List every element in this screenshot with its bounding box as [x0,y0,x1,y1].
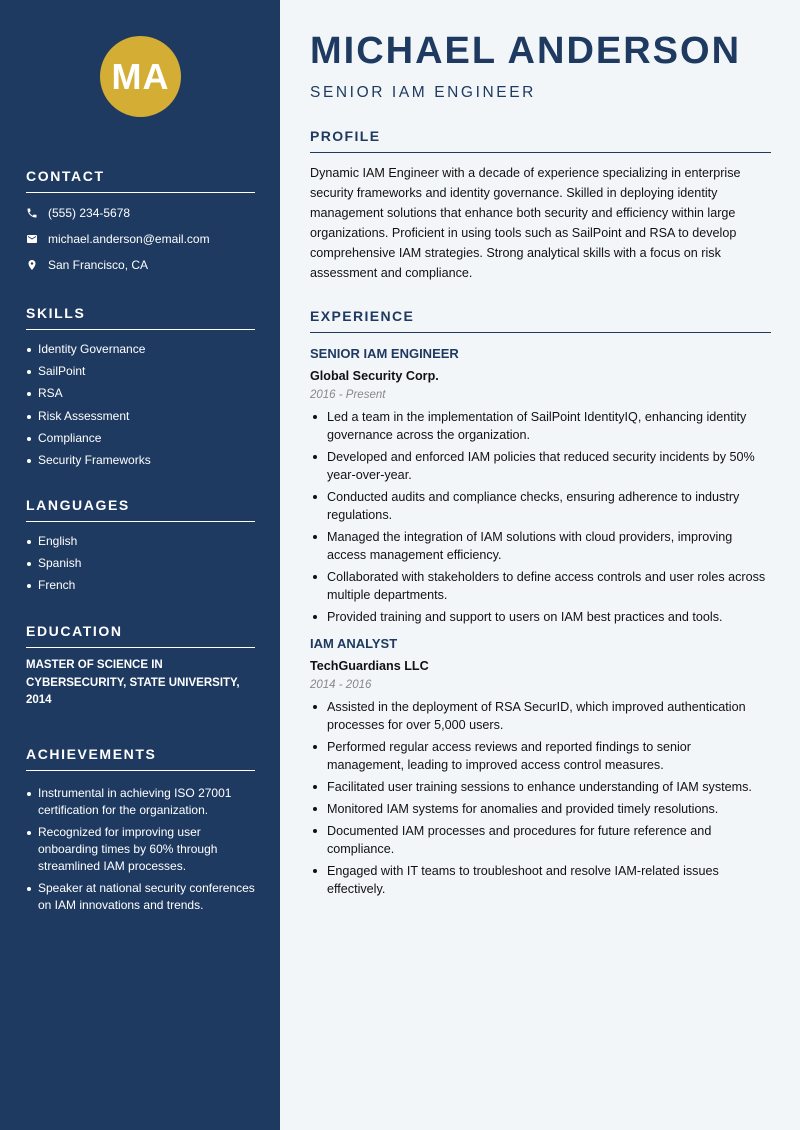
job-bullets [310,698,771,898]
job-bullet: Documented IAM processes and procedures for future reference and compliance. [310,822,771,858]
languages-section [26,497,255,600]
language-item: English [26,533,255,550]
location-text: San Francisco, CA [48,258,149,272]
job-title: IAM ANALYST [310,636,398,651]
job-dates: 2016 - Present [310,389,386,401]
achievement-item: Recognized for improving user onboarding times by 60% through streamlined IAM processes. [26,824,255,875]
job-bullets [310,408,771,626]
skill-item: Security Frameworks [26,452,255,469]
avatar: MA [100,36,181,117]
email-icon [26,233,48,245]
phone-icon [26,207,48,219]
job-company: Global Security Corp. [310,369,439,383]
job-bullet: Conducted audits and compliance checks, ensuring adherence to industry regulations. [310,488,771,524]
job-bullet: Led a team in the implementation of SailPoint IdentityIQ, enhancing identity governance across the organization. [310,408,771,444]
skills-list [26,341,255,469]
skills-heading: SKILLS [26,305,255,330]
experience-section [310,308,771,902]
skill-item: SailPoint [26,363,255,380]
job-bullet: Engaged with IT teams to troubleshoot and resolve IAM-related issues effectively. [310,862,771,898]
job-bullet: Assisted in the deployment of RSA SecurID, which improved authentication processes for over 5,000 users. [310,698,771,734]
achievement-item: Instrumental in achieving ISO 27001 certification for the organization. [26,785,255,819]
job-bullet: Monitored IAM systems for anomalies and provided timely resolutions. [310,800,771,818]
languages-list [26,533,255,594]
job-bullet: Facilitated user training sessions to enhance understanding of IAM systems. [310,778,771,796]
contact-section [26,168,255,278]
contact-heading: CONTACT [26,168,255,193]
job-entry [310,346,771,626]
education-heading: EDUCATION [26,623,255,648]
profile-text: Dynamic IAM Engineer with a decade of experience specializing in enterprise security frameworks and identity governance. Skilled in deploying identity management solutions that enhance both security and efficiency within large organizations. Proficient in using tools such as SailPoint and RSA to develop comprehensive IAM strategies. Strong analytical skills with a focus on risk assessment and compliance. [310,166,741,280]
language-item: French [26,577,255,594]
job-company: TechGuardians LLC [310,659,429,673]
candidate-title: SENIOR IAM ENGINEER [310,84,536,101]
language-item: Spanish [26,555,255,572]
job-bullet: Collaborated with stakeholders to define access controls and user roles across multiple departments. [310,568,771,604]
skill-item: RSA [26,385,255,402]
skill-item: Risk Assessment [26,408,255,425]
phone-text: (555) 234-5678 [48,206,131,220]
contact-email [26,226,255,252]
achievements-list [26,785,255,914]
candidate-name: MICHAEL ANDERSON [310,30,742,72]
location-pin-icon [26,259,48,271]
achievements-section [26,746,255,919]
achievement-item: Speaker at national security conferences on IAM innovations and trends. [26,880,255,914]
contact-phone [26,200,255,226]
profile-heading: PROFILE [310,128,771,153]
job-bullet: Performed regular access reviews and reported findings to senior management, leading to improved access control measures. [310,738,771,774]
skill-item: Compliance [26,430,255,447]
skill-item: Identity Governance [26,341,255,358]
job-bullet: Developed and enforced IAM policies that reduced security incidents by 50% year-over-year. [310,448,771,484]
job-dates: 2014 - 2016 [310,679,372,691]
job-bullet: Provided training and support to users on IAM best practices and tools. [310,608,771,626]
email-text[interactable]: michael.anderson@email.com [48,232,210,246]
job-title: SENIOR IAM ENGINEER [310,346,459,361]
experience-heading: EXPERIENCE [310,308,771,333]
education-entry: MASTER OF SCIENCE IN CYBERSECURITY, STATE UNIVERSITY, 2014 [26,659,240,706]
contact-location [26,252,255,278]
job-bullet: Managed the integration of IAM solutions with cloud providers, improving access management efficiency. [310,528,771,564]
achievements-heading: ACHIEVEMENTS [26,746,255,771]
job-entry [310,636,771,898]
profile-section [310,128,771,283]
education-section [26,623,255,710]
sidebar [0,0,280,1130]
languages-heading: LANGUAGES [26,497,255,522]
skills-section [26,305,255,474]
